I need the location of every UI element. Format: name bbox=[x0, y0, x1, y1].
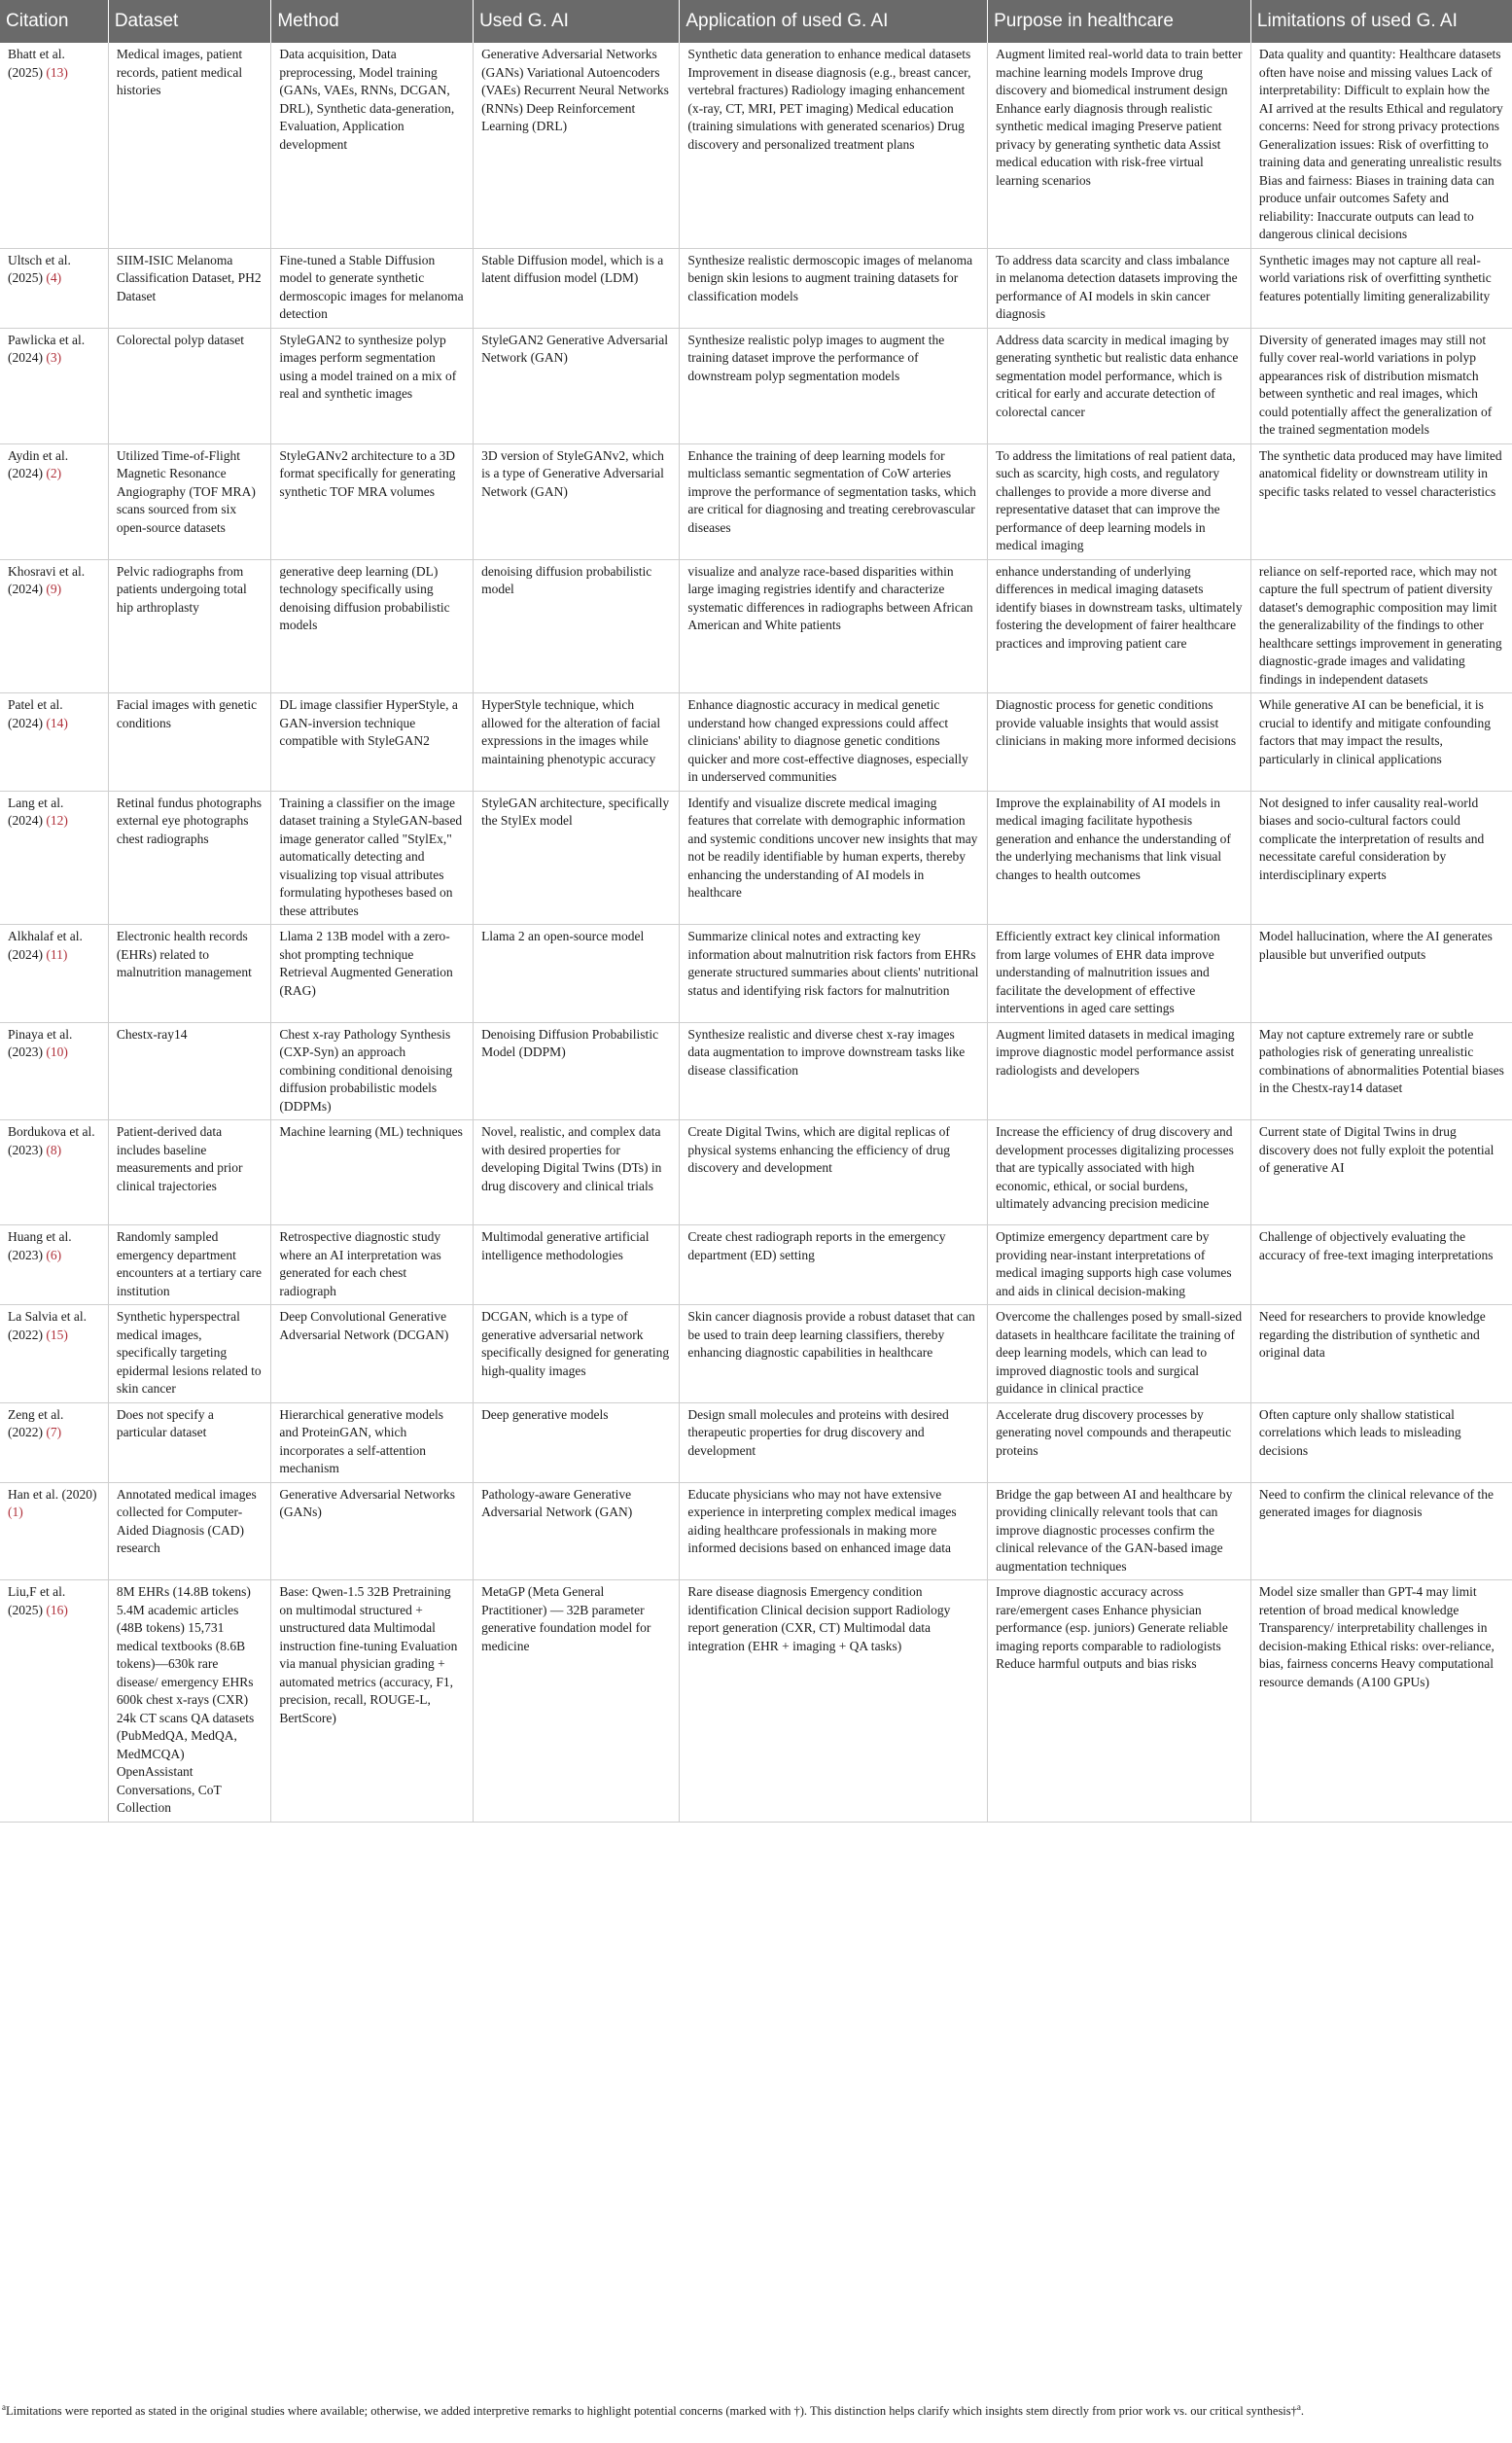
cell-citation bbox=[0, 443, 108, 559]
cell-citation bbox=[0, 791, 108, 925]
cell-application: Synthesize realistic and diverse chest x-ray images data augmentation to improve downstream tasks like disease classification bbox=[680, 1022, 988, 1120]
cell-used-ai: Deep generative models bbox=[474, 1402, 680, 1482]
citation-text: Alkhalaf et al. (2024) bbox=[8, 929, 83, 962]
cell-purpose: Overcome the challenges posed by small-sized datasets in healthcare facilitate the training of deep learning models, which can lead to improved diagnostic tools and surgical guidance in clinical practice bbox=[988, 1305, 1251, 1403]
table-row bbox=[0, 1225, 1512, 1305]
cell-purpose: Accelerate drug discovery processes by generating novel compounds and therapeutic proteins bbox=[988, 1402, 1251, 1482]
cell-limitations: Often capture only shallow statistical correlations which leads to misleading decisions bbox=[1250, 1402, 1512, 1482]
cell-purpose: Improve diagnostic accuracy across rare/emergent cases Enhance physician performance (esp. juniors) Generate reliable imaging reports comparable to radiologists Reduce harmful outputs and bias risks bbox=[988, 1580, 1251, 1823]
cell-used-ai: Denoising Diffusion Probabilistic Model (DDPM) bbox=[474, 1022, 680, 1120]
cell-method: Chest x-ray Pathology Synthesis (CXP-Syn) an approach combining conditional denoising diffusion probabilistic models (DDPMs) bbox=[271, 1022, 474, 1120]
cell-application: Enhance diagnostic accuracy in medical genetic understand how changed expressions could affect clinicians' ability to diagnose genetic conditions quicker and more cost-effective diagnoses, especially in underserved communities bbox=[680, 693, 988, 792]
reference-link[interactable]: (2) bbox=[46, 466, 62, 480]
cell-method: DL image classifier HyperStyle, a GAN-inversion technique compatible with StyleGAN2 bbox=[271, 693, 474, 792]
cell-used-ai: Multimodal generative artificial intelligence methodologies bbox=[474, 1225, 680, 1305]
cell-purpose: Augment limited datasets in medical imaging improve diagnostic model performance assist radiologists and developers bbox=[988, 1022, 1251, 1120]
cell-purpose: Improve the explainability of AI models in medical imaging facilitate hypothesis generation and enhance the understanding of the underlying mechanisms that link visual changes to health outcomes bbox=[988, 791, 1251, 925]
cell-limitations: Synthetic images may not capture all real-world variations risk of overfitting synthetic features potentially limiting generalizability bbox=[1250, 248, 1512, 328]
table-row bbox=[0, 693, 1512, 792]
header-citation: Citation bbox=[0, 0, 108, 43]
citation-text: Bhatt et al. (2025) bbox=[8, 47, 65, 80]
header-dataset: Dataset bbox=[108, 0, 271, 43]
cell-purpose: Augment limited real-world data to train better machine learning models Improve drug discovery and biomedical instrument design Enhance early diagnosis through realistic synthetic medical imaging Preserve patient privacy by generating synthetic data Assist medical education with risk-free virtual learning scenarios bbox=[988, 43, 1251, 248]
table-footnote bbox=[2, 2399, 1507, 2420]
cell-dataset: Colorectal polyp dataset bbox=[108, 328, 271, 443]
cell-citation bbox=[0, 1305, 108, 1403]
table-row bbox=[0, 925, 1512, 1023]
cell-used-ai: HyperStyle technique, which allowed for the alteration of facial expressions in the images while maintaining phenotypic accuracy bbox=[474, 693, 680, 792]
cell-application: Synthesize realistic polyp images to augment the training dataset improve the performance of downstream polyp segmentation models bbox=[680, 328, 988, 443]
citation-text: Ultsch et al. (2025) bbox=[8, 252, 71, 285]
cell-limitations: reliance on self-reported race, which may not capture the full spectrum of patient diversity dataset's demographic composition may limit the generalizability of the findings to other healthcare settings improvement in generating diagnostic-grade images and validating findings in independent datasets bbox=[1250, 559, 1512, 693]
cell-limitations: Model size smaller than GPT-4 may limit retention of broad medical knowledge Transparency/ interpretability challenges in decision-making Ethical risks: over-reliance, bias, fairness concerns Heavy computational resource demands (A100 GPUs) bbox=[1250, 1580, 1512, 1823]
cell-used-ai: DCGAN, which is a type of generative adversarial network specifically designed for generating high-quality images bbox=[474, 1305, 680, 1403]
table-row bbox=[0, 443, 1512, 559]
cell-citation bbox=[0, 1225, 108, 1305]
cell-application: Design small molecules and proteins with desired therapeutic properties for drug discovery and development bbox=[680, 1402, 988, 1482]
cell-application: Summarize clinical notes and extracting key information about malnutrition risk factors from EHRs generate structured summaries about clients' nutritional status and identifying risk factors for malnutrition bbox=[680, 925, 988, 1023]
table-row bbox=[0, 559, 1512, 693]
cell-method: Data acquisition, Data preprocessing, Model training (GANs, VAEs, RNNs, DCGAN, DRL), Synthetic data-generation, Evaluation, Application development bbox=[271, 43, 474, 248]
table-row bbox=[0, 248, 1512, 328]
cell-limitations: Current state of Digital Twins in drug discovery does not fully exploit the potential of generative AI bbox=[1250, 1120, 1512, 1225]
table-row bbox=[0, 1022, 1512, 1120]
cell-dataset: Utilized Time-of-Flight Magnetic Resonance Angiography (TOF MRA) scans sourced from six open-source datasets bbox=[108, 443, 271, 559]
citation-text: Khosravi et al. (2024) bbox=[8, 563, 86, 596]
cell-purpose: Diagnostic process for genetic conditions provide valuable insights that would assist clinicians in making more informed decisions bbox=[988, 693, 1251, 792]
cell-purpose: Efficiently extract key clinical information from large volumes of EHR data improve understanding of malnutrition issues and facilitate the development of effective interventions in aged care settings bbox=[988, 925, 1251, 1023]
cell-citation bbox=[0, 1120, 108, 1225]
cell-limitations: Need for researchers to provide knowledge regarding the distribution of synthetic and original data bbox=[1250, 1305, 1512, 1403]
cell-method: Machine learning (ML) techniques bbox=[271, 1120, 474, 1225]
cell-limitations: Model hallucination, where the AI generates plausible but unverified outputs bbox=[1250, 925, 1512, 1023]
cell-citation bbox=[0, 1580, 108, 1823]
cell-dataset: Facial images with genetic conditions bbox=[108, 693, 271, 792]
table-row bbox=[0, 1120, 1512, 1225]
cell-purpose: Optimize emergency department care by providing near-instant interpretations of medical imaging supports high case volumes and aids in clinical decision-making bbox=[988, 1225, 1251, 1305]
header-purpose: Purpose in healthcare bbox=[988, 0, 1251, 43]
table-row bbox=[0, 791, 1512, 925]
cell-dataset: Retinal fundus photographs external eye photographs chest radiographs bbox=[108, 791, 271, 925]
cell-used-ai: 3D version of StyleGANv2, which is a type of Generative Adversarial Network (GAN) bbox=[474, 443, 680, 559]
cell-citation bbox=[0, 925, 108, 1023]
footnote-text: Limitations were reported as stated in the original studies where available; otherwise, we added interpretive remarks to highlight potential concerns (marked with †). This distinction helps clarify which insights stem directly from prior work vs. our critical synthesis† bbox=[6, 2404, 1297, 2419]
cell-used-ai: denoising diffusion probabilistic model bbox=[474, 559, 680, 693]
cell-dataset: Chestx-ray14 bbox=[108, 1022, 271, 1120]
cell-dataset: Annotated medical images collected for Computer-Aided Diagnosis (CAD) research bbox=[108, 1482, 271, 1580]
cell-citation bbox=[0, 1482, 108, 1580]
cell-method: Deep Convolutional Generative Adversarial Network (DCGAN) bbox=[271, 1305, 474, 1403]
reference-link[interactable]: (16) bbox=[46, 1602, 68, 1617]
cell-limitations: Need to confirm the clinical relevance of the generated images for diagnosis bbox=[1250, 1482, 1512, 1580]
citation-text: Pawlicka et al. (2024) bbox=[8, 332, 86, 365]
header-limitations: Limitations of used G. AI bbox=[1250, 0, 1512, 43]
cell-citation bbox=[0, 1402, 108, 1482]
cell-used-ai: Generative Adversarial Networks (GANs) Variational Autoencoders (VAEs) Recurrent Neural Networks (RNNs) Deep Reinforcement Learning (DRL) bbox=[474, 43, 680, 248]
citation-text: Zeng et al. (2022) bbox=[8, 1406, 64, 1439]
footnote-end-marker: a bbox=[1296, 2402, 1301, 2412]
header-application: Application of used G. AI bbox=[680, 0, 988, 43]
citation-text: Aydin et al. (2024) bbox=[8, 447, 69, 480]
footnote-marker: a bbox=[2, 2402, 6, 2412]
reference-link[interactable]: (3) bbox=[46, 350, 62, 365]
cell-method: Retrospective diagnostic study where an AI interpretation was generated for each chest radiograph bbox=[271, 1225, 474, 1305]
cell-limitations: Data quality and quantity: Healthcare datasets often have noise and missing values Lack of interpretability: Difficult to explain how the AI arrived at the results Ethical and regulatory concerns: Need for strong privacy protections Generalization issues: Risk of overfitting to training data and generating unrealistic results Bias and fairness: Biases in training data can produce unfair outcomes Safety and reliability: Inaccurate outputs can lead to dangerous clinical decisions bbox=[1250, 43, 1512, 248]
cell-method: Base: Qwen-1.5 32B Pretraining on multimodal structured + unstructured data Multimodal instruction fine-tuning Evaluation via manual physician grading + automated metrics (accuracy, F1, precision, recall, ROUGE-L, BertScore) bbox=[271, 1580, 474, 1823]
reference-link[interactable]: (14) bbox=[46, 715, 68, 730]
cell-method: StyleGAN2 to synthesize polyp images perform segmentation using a model trained on a mix of real and synthetic images bbox=[271, 328, 474, 443]
cell-application: Synthesize realistic dermoscopic images of melanoma benign skin lesions to augment training datasets for classification models bbox=[680, 248, 988, 328]
cell-purpose: enhance understanding of underlying differences in medical imaging datasets identify biases in downstream tasks, ultimately fostering the development of fairer healthcare practices and improving patient care bbox=[988, 559, 1251, 693]
cell-citation bbox=[0, 43, 108, 248]
cell-application: Educate physicians who may not have extensive experience in interpreting complex medical images aiding healthcare professionals in making more informed decisions based on enhanced image data bbox=[680, 1482, 988, 1580]
table-row bbox=[0, 1402, 1512, 1482]
table-body bbox=[0, 43, 1512, 1822]
cell-method: Fine-tuned a Stable Diffusion model to generate synthetic dermoscopic images for melanoma detection bbox=[271, 248, 474, 328]
cell-application: visualize and analyze race-based disparities within large imaging registries identify and characterize systematic differences in radiographs between African American and White patients bbox=[680, 559, 988, 693]
cell-used-ai: StyleGAN2 Generative Adversarial Network (GAN) bbox=[474, 328, 680, 443]
cell-citation bbox=[0, 559, 108, 693]
footnote-end-text: . bbox=[1300, 2404, 1305, 2419]
cell-dataset: Does not specify a particular dataset bbox=[108, 1402, 271, 1482]
cell-used-ai: Novel, realistic, and complex data with desired properties for developing Digital Twins (DTs) in drug discovery and clinical trials bbox=[474, 1120, 680, 1225]
cell-method: Generative Adversarial Networks (GANs) bbox=[271, 1482, 474, 1580]
reference-link[interactable]: (6) bbox=[46, 1247, 62, 1262]
citation-text: Patel et al. (2024) bbox=[8, 697, 63, 730]
cell-dataset: SIIM-ISIC Melanoma Classification Dataset, PH2 Dataset bbox=[108, 248, 271, 328]
reference-link[interactable]: (13) bbox=[46, 64, 68, 80]
cell-dataset: 8M EHRs (14.8B tokens) 5.4M academic articles (48B tokens) 15,731 medical textbooks (8.6B tokens)—630k rare disease/ emergency EHRs 600k chest x-rays (CXR) 24k CT scans QA datasets (PubMedQA, MedQA, MedMCQA) OpenAssistant Conversations, CoT Collection bbox=[108, 1580, 271, 1823]
cell-purpose: To address the limitations of real patient data, such as scarcity, high costs, and regulatory challenges to provide a more diverse and representative dataset that can improve the performance of deep learning models in medical imaging bbox=[988, 443, 1251, 559]
citation-text: Liu,F et al. (2025) bbox=[8, 1584, 66, 1617]
reference-link[interactable]: (4) bbox=[46, 270, 62, 285]
cell-limitations: Challenge of objectively evaluating the accuracy of free-text imaging interpretations bbox=[1250, 1225, 1512, 1305]
citation-text: Lang et al. (2024) bbox=[8, 795, 64, 828]
cell-application: Create chest radiograph reports in the emergency department (ED) setting bbox=[680, 1225, 988, 1305]
table-row bbox=[0, 1482, 1512, 1580]
table-row bbox=[0, 328, 1512, 443]
cell-application: Synthetic data generation to enhance medical datasets Improvement in disease diagnosis (e.g., breast cancer, vertebral fractures) Radiology imaging enhancement (x-ray, CT, MRI, PET imaging) Medical education (training simulations with generated scenarios) Drug discovery and personalized treatment plans bbox=[680, 43, 988, 248]
cell-used-ai: Llama 2 an open-source model bbox=[474, 925, 680, 1023]
citation-text: Bordukova et al. (2023) bbox=[8, 1124, 95, 1157]
cell-method: Training a classifier on the image dataset training a StyleGAN-based image generator called "StylEx," automatically detecting and visualizing top visual attributes formulating hypotheses based on these attributes bbox=[271, 791, 474, 925]
cell-dataset: Patient-derived data includes baseline measurements and prior clinical trajectories bbox=[108, 1120, 271, 1225]
citation-text: La Salvia et al. (2022) bbox=[8, 1309, 87, 1342]
cell-purpose: Address data scarcity in medical imaging by generating synthetic but realistic data enhance segmentation model performance, which is critical for early and accurate detection of colorectal cancer bbox=[988, 328, 1251, 443]
table-row bbox=[0, 1305, 1512, 1403]
reference-link[interactable]: (9) bbox=[46, 582, 62, 596]
citation-text: Han et al. (2020) bbox=[8, 1486, 97, 1502]
header-used-ai: Used G. AI bbox=[474, 0, 680, 43]
cell-method: Llama 2 13B model with a zero-shot prompting technique Retrieval Augmented Generation (RAG) bbox=[271, 925, 474, 1023]
citation-text: Pinaya et al. (2023) bbox=[8, 1026, 73, 1059]
reference-link[interactable]: (12) bbox=[46, 813, 68, 828]
cell-dataset: Pelvic radiographs from patients undergoing total hip arthroplasty bbox=[108, 559, 271, 693]
reference-link[interactable]: (7) bbox=[46, 1425, 62, 1439]
header-method: Method bbox=[271, 0, 474, 43]
reference-link[interactable]: (15) bbox=[46, 1327, 68, 1342]
cell-dataset: Synthetic hyperspectral medical images, specifically targeting epidermal lesions related to skin cancer bbox=[108, 1305, 271, 1403]
cell-application: Create Digital Twins, which are digital replicas of physical systems enhancing the efficiency of drug discovery and development bbox=[680, 1120, 988, 1225]
reference-link[interactable]: (1) bbox=[8, 1505, 23, 1519]
table-header bbox=[0, 0, 1512, 43]
citation-text: Huang et al. (2023) bbox=[8, 1229, 72, 1262]
cell-method: generative deep learning (DL) technology specifically using denoising diffusion probabilistic models bbox=[271, 559, 474, 693]
cell-purpose: Increase the efficiency of drug discovery and development processes digitalizing processes that are typically associated with high economic, ethical, or social burdens, ultimately advancing precision medicine bbox=[988, 1120, 1251, 1225]
cell-used-ai: MetaGP (Meta General Practitioner) — 32B parameter generative foundation model for medicine bbox=[474, 1580, 680, 1823]
cell-limitations: Not designed to infer causality real-world biases and socio-cultural factors could complicate the interpretation of results and necessitate careful consideration by interdisciplinary experts bbox=[1250, 791, 1512, 925]
cell-citation bbox=[0, 693, 108, 792]
cell-citation bbox=[0, 248, 108, 328]
cell-used-ai: StyleGAN architecture, specifically the StylEx model bbox=[474, 791, 680, 925]
cell-purpose: To address data scarcity and class imbalance in melanoma detection datasets improving the performance of AI models in skin cancer diagnosis bbox=[988, 248, 1251, 328]
cell-limitations: Diversity of generated images may still not fully cover real-world variations in polyp appearances risk of distribution mismatch between synthetic and real images, which could potentially affect the generalization of the trained segmentation models bbox=[1250, 328, 1512, 443]
cell-application: Skin cancer diagnosis provide a robust dataset that can be used to train deep learning classifiers, thereby enhancing diagnostic capabilities in healthcare bbox=[680, 1305, 988, 1403]
cell-limitations: While generative AI can be beneficial, it is crucial to identify and mitigate confounding factors that may impact the results, particularly in clinical applications bbox=[1250, 693, 1512, 792]
cell-citation bbox=[0, 328, 108, 443]
reference-link[interactable]: (10) bbox=[46, 1044, 68, 1059]
cell-method: StyleGANv2 architecture to a 3D format specifically for generating synthetic TOF MRA volumes bbox=[271, 443, 474, 559]
reference-link[interactable]: (11) bbox=[46, 946, 68, 962]
cell-application: Enhance the training of deep learning models for multiclass semantic segmentation of CoW arteries improve the performance of segmentation tasks, which are critical for diagnosing and treating cerebrovascular diseases bbox=[680, 443, 988, 559]
cell-purpose: Bridge the gap between AI and healthcare by providing clinically relevant tools that can improve diagnostic processes confirm the clinical relevance of the GAN-based image augmentation techniques bbox=[988, 1482, 1251, 1580]
reference-link[interactable]: (8) bbox=[46, 1142, 62, 1157]
cell-dataset: Electronic health records (EHRs) related to malnutrition management bbox=[108, 925, 271, 1023]
cell-dataset: Randomly sampled emergency department encounters at a tertiary care institution bbox=[108, 1225, 271, 1305]
table-row bbox=[0, 43, 1512, 248]
cell-used-ai: Stable Diffusion model, which is a latent diffusion model (LDM) bbox=[474, 248, 680, 328]
table-row bbox=[0, 1580, 1512, 1823]
cell-citation bbox=[0, 1022, 108, 1120]
cell-used-ai: Pathology-aware Generative Adversarial Network (GAN) bbox=[474, 1482, 680, 1580]
header-row bbox=[0, 0, 1512, 43]
cell-method: Hierarchical generative models and ProteinGAN, which incorporates a self-attention mechanism bbox=[271, 1402, 474, 1482]
cell-application: Identify and visualize discrete medical imaging features that correlate with demographic information and systemic conditions uncover new insights that may not be readily identifiable by human experts, thereby enhancing the understanding of AI models in healthcare bbox=[680, 791, 988, 925]
cell-dataset: Medical images, patient records, patient medical histories bbox=[108, 43, 271, 248]
cell-application: Rare disease diagnosis Emergency condition identification Clinical decision support Radiology report generation (CXR, CT) Multimodal data integration (EHR + imaging + QA tasks) bbox=[680, 1580, 988, 1823]
cell-limitations: The synthetic data produced may have limited anatomical fidelity or downstream utility in specific tasks related to vessel characteristics bbox=[1250, 443, 1512, 559]
cell-limitations: May not capture extremely rare or subtle pathologies risk of generating unrealistic combinations of abnormalities Potential biases in the Chestx-ray14 dataset bbox=[1250, 1022, 1512, 1120]
